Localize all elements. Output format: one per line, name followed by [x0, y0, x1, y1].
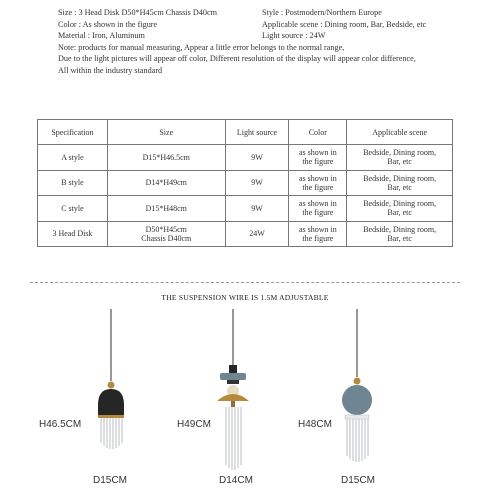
- cell-scene: [347, 196, 453, 222]
- spec-line: [58, 7, 478, 19]
- color-text: the figure: [302, 157, 334, 167]
- spec-scene: Applicable scene : Dining room, Bar, Bedside, etc: [262, 19, 427, 29]
- cell-size: [107, 221, 225, 247]
- lamp-c-illustration: [342, 309, 372, 462]
- color-text: as shown in: [298, 224, 337, 234]
- col-header: Specification: [38, 120, 108, 145]
- color-text: as shown in: [298, 148, 337, 158]
- scene-text: Bar, etc: [387, 233, 412, 243]
- scene-text: Bar, etc: [387, 182, 412, 192]
- color-text: the figure: [302, 208, 334, 218]
- color-text: the figure: [302, 233, 334, 243]
- scene-text: Bedside, Dining room,: [363, 199, 437, 209]
- scene-text: Bedside, Dining room,: [363, 224, 437, 234]
- size-text: D50*H45cm: [145, 224, 187, 234]
- spec-line: [58, 19, 478, 31]
- cell-scene: [347, 145, 453, 171]
- scene-text: Bedside, Dining room,: [363, 173, 437, 183]
- table-header-row: [38, 120, 453, 145]
- lamp-drawing: [0, 305, 490, 488]
- table-row: [38, 196, 453, 222]
- lamp-illustrations: [0, 305, 490, 488]
- spec-summary: [58, 7, 478, 76]
- lamp-c-height: H48CM: [298, 419, 332, 430]
- cell-scene: [347, 170, 453, 196]
- spec-material: Material : Iron, Aluminum: [58, 31, 145, 40]
- lamp-a-diameter: D15CM: [93, 475, 127, 486]
- cell-color: [289, 145, 347, 171]
- cell-size: [107, 170, 225, 196]
- table-row: [38, 145, 453, 171]
- scene-text: Bar, etc: [387, 157, 412, 167]
- size-text: D15*H46.5cm: [142, 152, 190, 162]
- table-row: [38, 170, 453, 196]
- col-header: Size: [107, 120, 225, 145]
- lamp-c-diameter: D15CM: [341, 475, 375, 486]
- lamp-a-height: H46.5CM: [39, 419, 82, 430]
- size-text: D14*H49cm: [145, 178, 187, 188]
- note-line-2: Due to the light pictures will appear off color, Different resolution of the display will appear color difference,: [58, 54, 416, 63]
- cell-light: 9W: [225, 196, 289, 222]
- cell-color: [289, 221, 347, 247]
- dashed-divider: [30, 282, 460, 283]
- lamp-a-illustration: [98, 309, 124, 449]
- color-text: the figure: [302, 182, 334, 192]
- size-text: Chassis D40cm: [141, 233, 192, 243]
- cell-spec: 3 Head Disk: [38, 221, 108, 247]
- spec-table: [37, 119, 453, 247]
- color-text: as shown in: [298, 199, 337, 209]
- lamp-b-height: H49CM: [177, 419, 211, 430]
- cell-color: [289, 196, 347, 222]
- lamp-b-illustration: [217, 309, 249, 470]
- scene-text: Bar, etc: [387, 208, 412, 218]
- lamp-b-diameter: D14CM: [219, 475, 253, 486]
- table-row: [38, 221, 453, 247]
- cell-light: 9W: [225, 145, 289, 171]
- cell-size: [107, 145, 225, 171]
- wire-title: THE SUSPENSION WIRE IS 1.5M ADJUSTABLE: [161, 293, 329, 302]
- cell-spec: A style: [38, 145, 108, 171]
- col-header: Applicable scene: [347, 120, 453, 145]
- note-line-1: Note: products for manual measuring, Appear a little error belongs to the normal range,: [58, 42, 345, 52]
- spec-light: Light source : 24W: [262, 31, 326, 40]
- col-header: Color: [289, 120, 347, 145]
- scene-text: Bedside, Dining room,: [363, 148, 437, 158]
- cell-light: 9W: [225, 170, 289, 196]
- cell-spec: C style: [38, 196, 108, 222]
- col-header: Light source: [225, 120, 289, 145]
- note-line-3: All within the industry standard: [58, 65, 163, 75]
- cell-size: [107, 196, 225, 222]
- spec-line: [58, 30, 478, 42]
- spec-style: Style : Postmodern/Northern Europe: [262, 8, 382, 17]
- spec-size: Size : 3 Head Disk D50*H45cm Chassis D40cm: [58, 8, 217, 17]
- cell-spec: B style: [38, 170, 108, 196]
- cell-scene: [347, 221, 453, 247]
- size-text: D15*H48cm: [145, 203, 187, 213]
- cell-color: [289, 170, 347, 196]
- color-text: as shown in: [298, 173, 337, 183]
- spec-color: Color : As shown in the figure: [58, 19, 158, 29]
- cell-light: 24W: [225, 221, 289, 247]
